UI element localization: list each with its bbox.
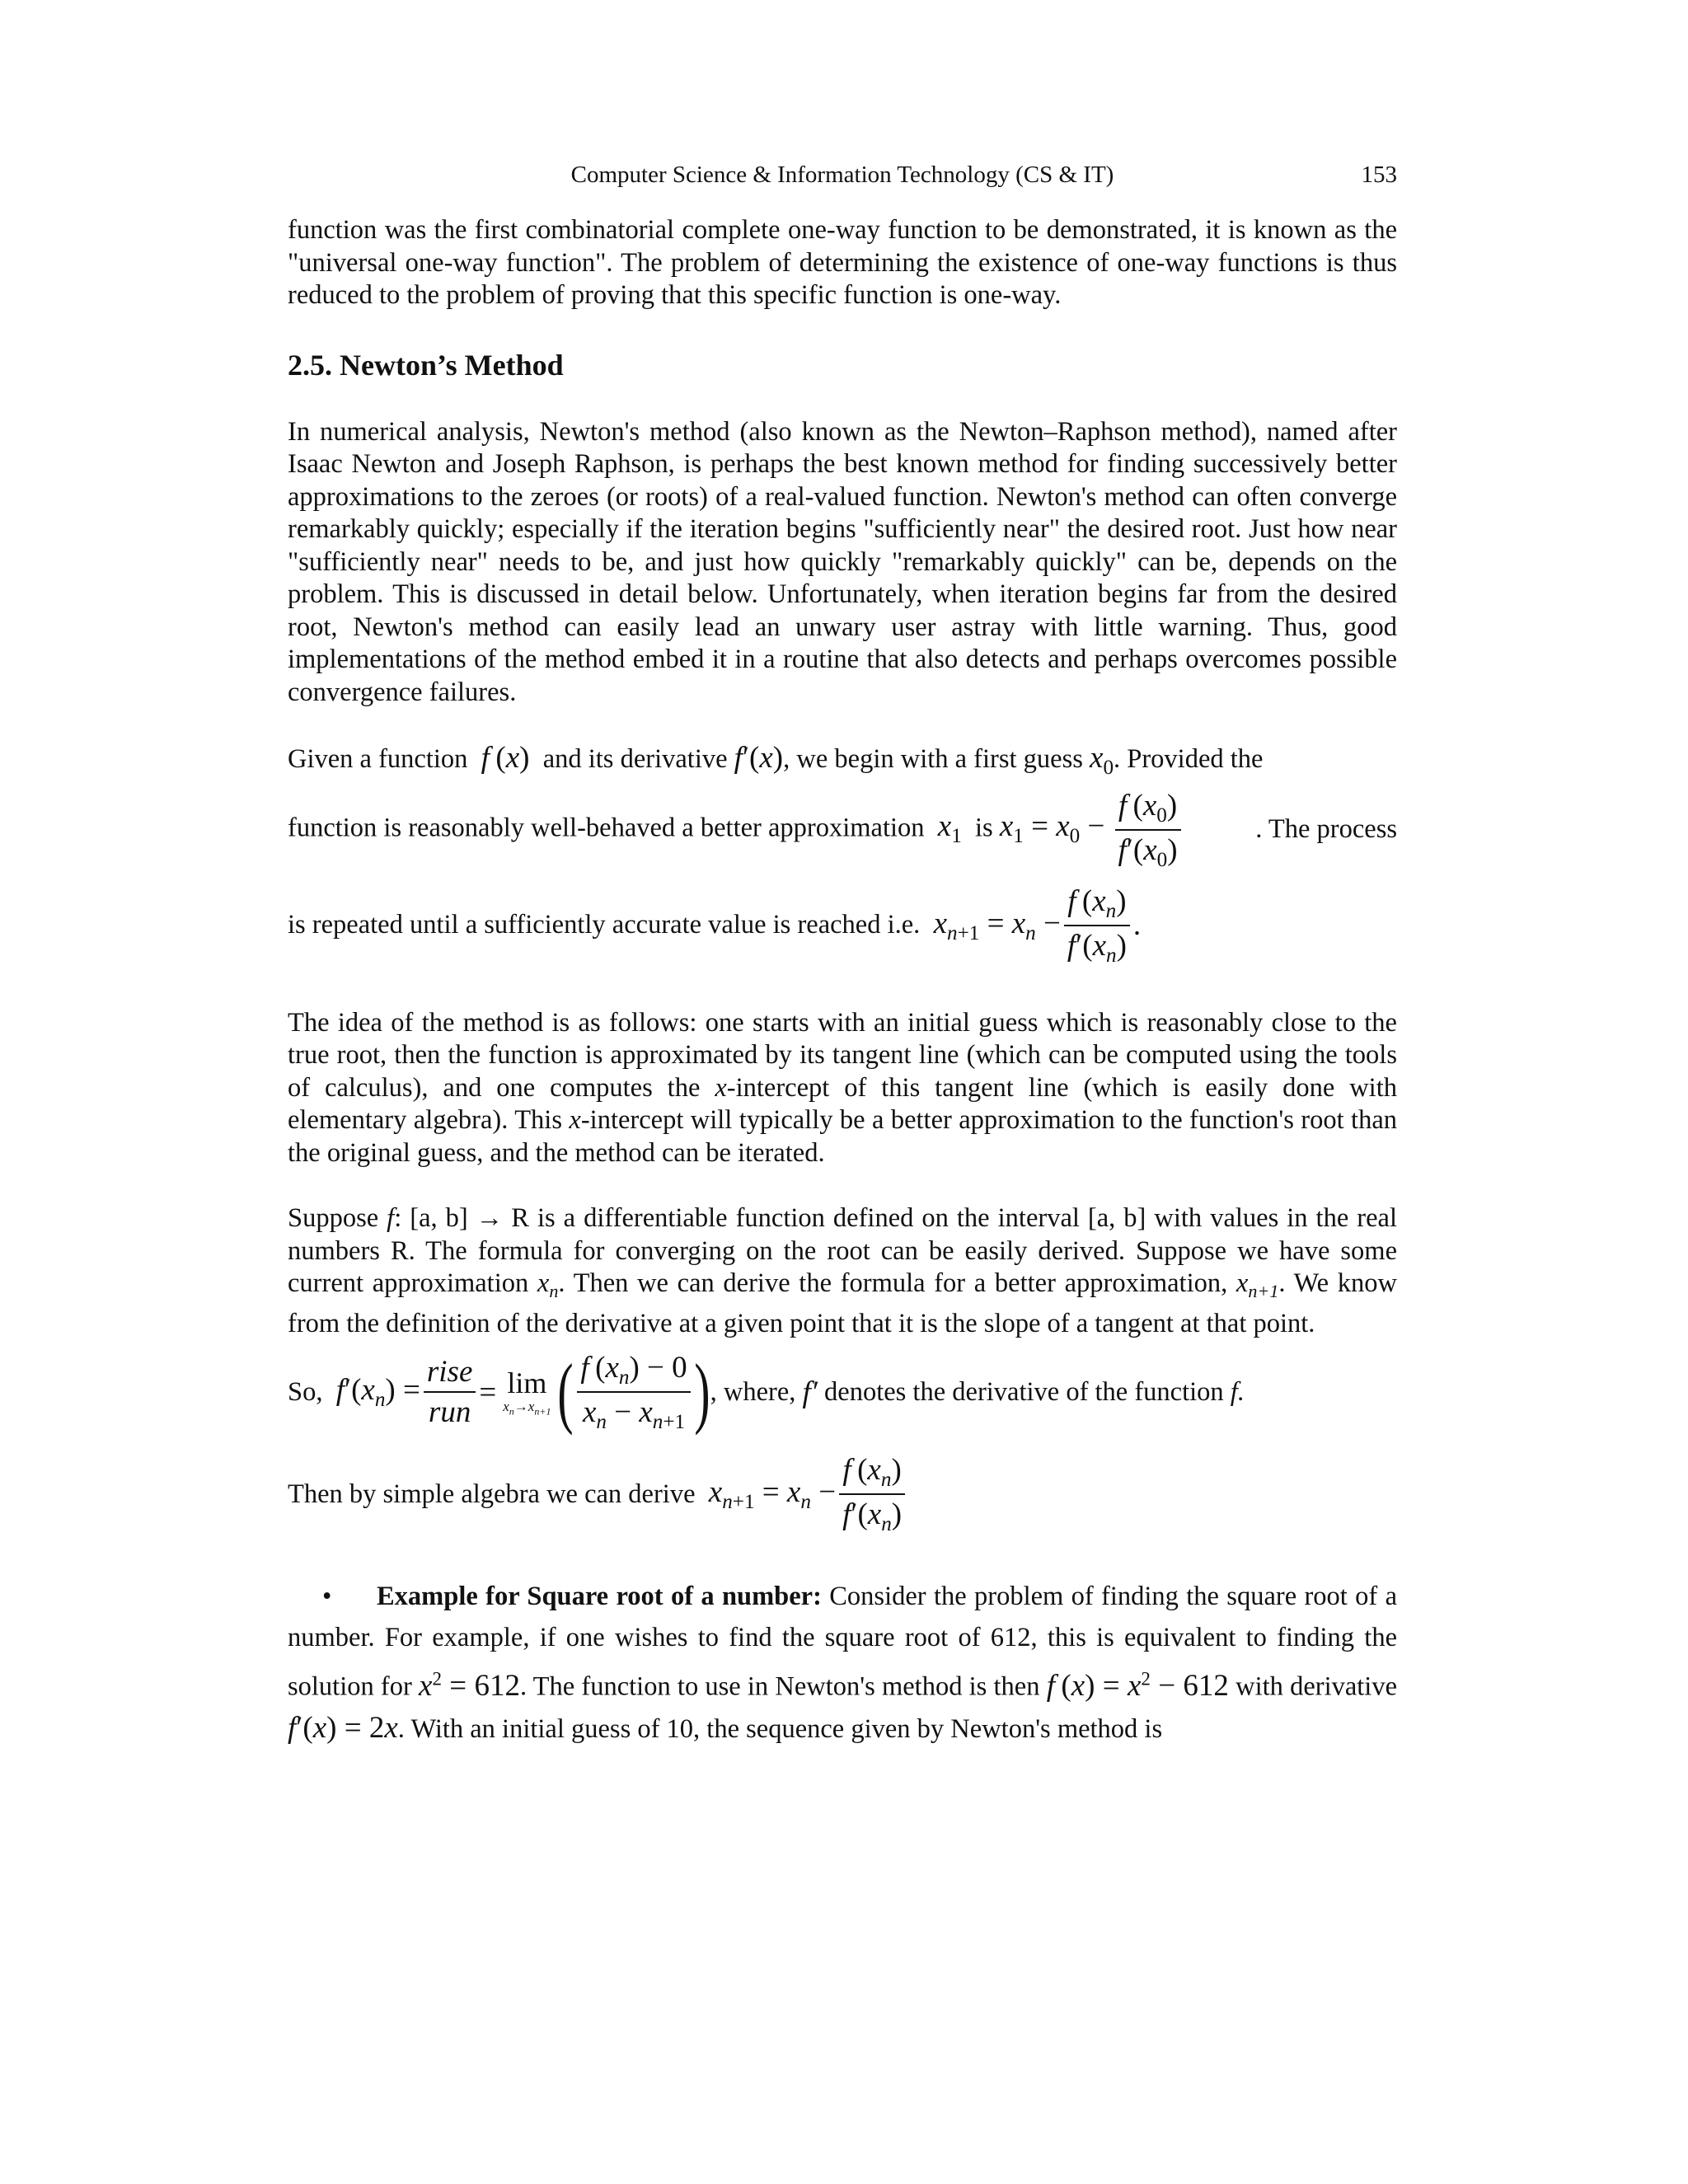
formula-fx: f (x) bbox=[481, 741, 530, 775]
formula-x1: $x_1$ bbox=[937, 809, 962, 848]
example-square-root: • Example for Square root of a number: Consider the problem of finding the square root of a number. For example, if one wishes to find the square root of 612, this is equivalent to finding the solution for $x^2 = 612$. The function to use in Newton's method is then f $(x) = x^2 - 612$ with derivative f′(x) = 2x. With an initial guess of 10, the sequence given by Newton's method is bbox=[288, 1576, 1397, 1750]
document-page bbox=[288, 157, 1397, 1750]
journal-title: Computer Science & Information Technology (CS & IT) bbox=[570, 162, 1114, 188]
paragraph-suppose: Suppose f: [a, b] → R is a differentiable function defined on the interval [a, b] with values in the real numbers R. The formula for converging on the root can be easily derived. Suppose we have some current approximation $x_n$. Then we can derive the formula for a better approximation, $x_{n+1}$. We know from the definition of the derivative at a given point that it is the slope of a tangent at that point. bbox=[288, 1203, 1397, 1338]
bullet-icon: • bbox=[322, 1582, 332, 1612]
paragraph-given: Given a function f (x) and its derivative f′(x), we begin with a first guess $x_0$. Provided the bbox=[288, 741, 1264, 780]
fraction-rise-run: $\frac{\text{rise}}{\text{run}}$ bbox=[424, 1354, 476, 1430]
formula-derived-iteration: $x_{n+1} = x_n$ − bbox=[708, 1475, 837, 1514]
formula-fprime-x: f′(x) bbox=[734, 741, 784, 775]
iteration-line: is repeated until a sufficiently accurate value is reached i.e. $x_{n+1} = x_n$ − $\frac{f (x_n)}{f'(x_n)}$ . bbox=[288, 883, 1142, 967]
fraction-derived: $\frac{f (x_n)}{f'(x_n)}$ bbox=[839, 1452, 905, 1536]
fraction-newton-iter: $\frac{f (x_n)}{f'(x_n)}$ bbox=[1064, 883, 1130, 968]
formula-fx-definition: f $(x) = x^2 - 612$ bbox=[1046, 1668, 1229, 1704]
derivative-definition-line: So, $f'(x_n)$ = $\frac{\text{rise}}{\text{run}}$ = lim $x_n\to x_{n+1}$ ( $\frac{f (x_n) - 0}{x_n - x_{n+1}}$ ) , where, f′ denotes the derivative of the function f. bbox=[288, 1347, 1245, 1436]
page-number: 153 bbox=[1361, 162, 1397, 188]
section-heading: 2.5. Newton’s Method bbox=[288, 348, 564, 382]
formula-iteration: $x_{n+1} = x_n$ − bbox=[933, 906, 1061, 944]
formula-x-squared: $x^2 = 612$ bbox=[419, 1668, 520, 1704]
derivation-line: Then by simple algebra we can derive $x_{n+1} = x_n$ − $\frac{f (x_n)}{f'(x_n)}$ bbox=[288, 1452, 1397, 1536]
fraction-difference-quotient: $\frac{f (x_n) - 0}{x_n - x_{n+1}}$ bbox=[577, 1350, 690, 1434]
formula-fprime-definition: f′(x) = 2x bbox=[288, 1711, 398, 1746]
formula-x1-equals: $x_1 = x_0$ − bbox=[999, 809, 1105, 848]
paragraph-newton-method: In numerical analysis, Newton's method (also known as the Newton–Raphson method), named after Isaac Newton and Joseph Raphson, is perhaps the best known method for finding successively better approximations to the zeroes (or roots) of a real-valued function. Newton's method can often converge remarkably quickly; especially if the iteration begins "sufficiently near" the desired root. Just how near "sufficiently near" needs to be, and just how quickly "remarkably quickly" can be, depends on the problem. This is discussed in detail below. Unfortunately, when iteration begins far from the desired root, Newton's method can easily lead an unwary user astray with little warning. Thus, good implementations of the method embed it in a routine that also detects and perhaps overcomes possible convergence failures. bbox=[288, 416, 1397, 707]
running-header bbox=[288, 157, 1397, 198]
formula-fprime-xn: $f'(x_n)$ = bbox=[335, 1373, 420, 1412]
formula-x0: $x_0$ bbox=[1090, 741, 1114, 780]
approximation-line: function is reasonably well-behaved a better approximation $x_1$ is $x_1 = x_0$ − $\frac{f (x_0)}{f'(x_0)}$ . The process bbox=[288, 788, 1397, 871]
paragraph-intro: function was the first combinatorial complete one-way function to be demonstrated, it is known as the "universal one-way function". The problem of determining the existence of one-way functions is thus reduced to the problem of proving that this specific function is one-way. bbox=[288, 215, 1397, 310]
limit-operator: lim $x_n\to x_{n+1}$ bbox=[503, 1366, 551, 1418]
fraction-newton-first: $\frac{f (x_0)}{f'(x_0)}$ bbox=[1115, 788, 1181, 872]
paragraph-idea: The idea of the method is as follows: one starts with an initial guess which is reasonably close to the true root, then the function is approximated by its tangent line (which can be computed using the tools of calculus), and one computes the x-intercept of this tangent line (which is easily done with elementary algebra). This x-intercept will typically be a better approximation to the function's root than the original guess, and the method can be iterated. bbox=[288, 1007, 1397, 1168]
